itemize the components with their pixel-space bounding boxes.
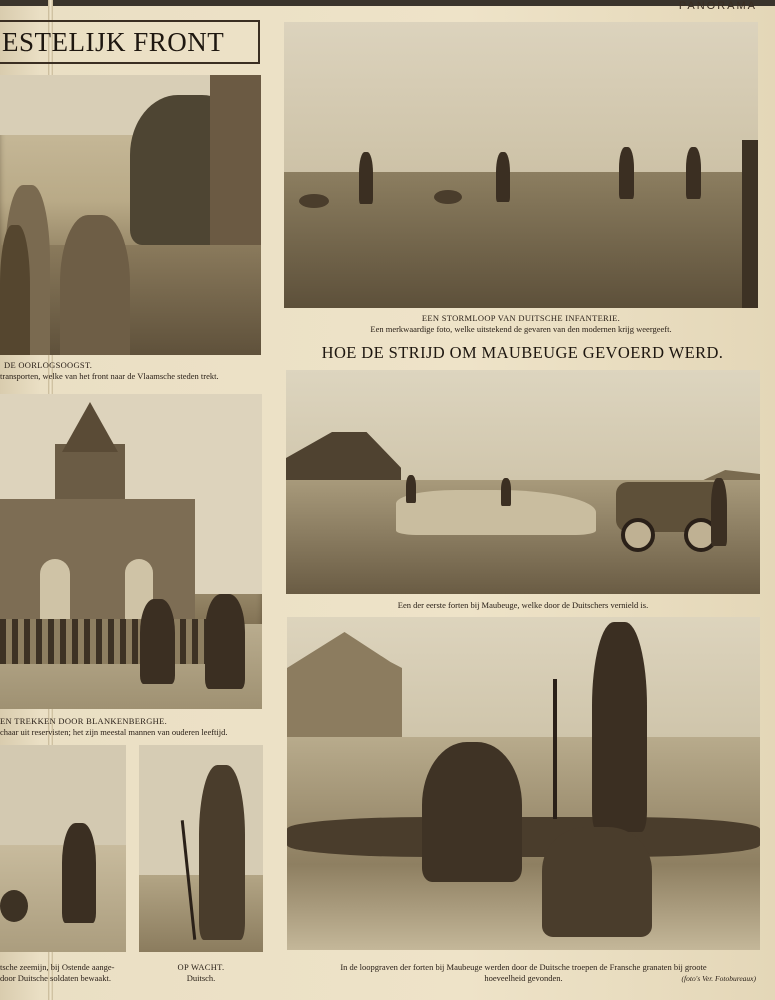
photo-maubeuge-trench (287, 617, 760, 950)
caption-line1: In de loopgraven der forten bij Maubeuge werden door de Duitsche troepen de Fransche granaten bij groote (340, 962, 707, 972)
photo-destroyed-fort (286, 370, 760, 594)
caption-title: EN TREKKEN DOOR BLANKENBERGHE. (0, 716, 168, 726)
caption-fort (286, 600, 760, 611)
caption-sentry (139, 962, 263, 984)
photo-sentry (139, 745, 263, 952)
caption-title: OP WACHT. (177, 962, 225, 972)
photo-sea-mine-beach (0, 745, 126, 952)
caption-beach (0, 962, 126, 984)
caption-trench (287, 962, 760, 984)
caption-text: Een merkwaardige foto, welke uitstekend de gevaren van den modernen krijg weergeeft. (370, 324, 672, 334)
masthead: PANORAMA (678, 0, 757, 12)
caption-text: chaar uit reservisten; het zijn meestal mannen van ouderen leeftijd. (0, 727, 228, 737)
caption-text: Duitsch. (186, 973, 216, 983)
photo-credit: (foto's Ver. Fotobureaux) (681, 974, 756, 983)
caption-text: Een der eerste forten bij Maubeuge, welke door de Duitschers vernield is. (397, 600, 649, 610)
photo-soldiers-road (0, 75, 261, 355)
caption-text: transporten, welke van het front naar de Vlaamsche steden trekt. (0, 371, 219, 381)
section-banner: ESTELIJK FRONT (0, 20, 260, 64)
caption-line2: door Duitsche soldaten bewaakt. (0, 973, 111, 983)
headline: HOE DE STRIJD OM MAUBEUGE GEVOERD WERD. (321, 343, 724, 362)
caption-line1: tsche zeemijn, bij Ostende aange- (0, 962, 115, 972)
caption-top-left (0, 360, 261, 382)
page-top-edge (0, 0, 775, 6)
caption-line2: hoeveelheid gevonden. (484, 973, 563, 983)
caption-title: DE OORLOGSOOGST. (4, 360, 93, 370)
photo-infantry-charge (284, 22, 758, 308)
caption-title: EEN STORMLOOP VAN DUITSCHE INFANTERIE. (421, 313, 621, 323)
photo-blankenberghe-church (0, 394, 262, 709)
caption-infantry (284, 313, 758, 335)
caption-church (0, 716, 262, 738)
